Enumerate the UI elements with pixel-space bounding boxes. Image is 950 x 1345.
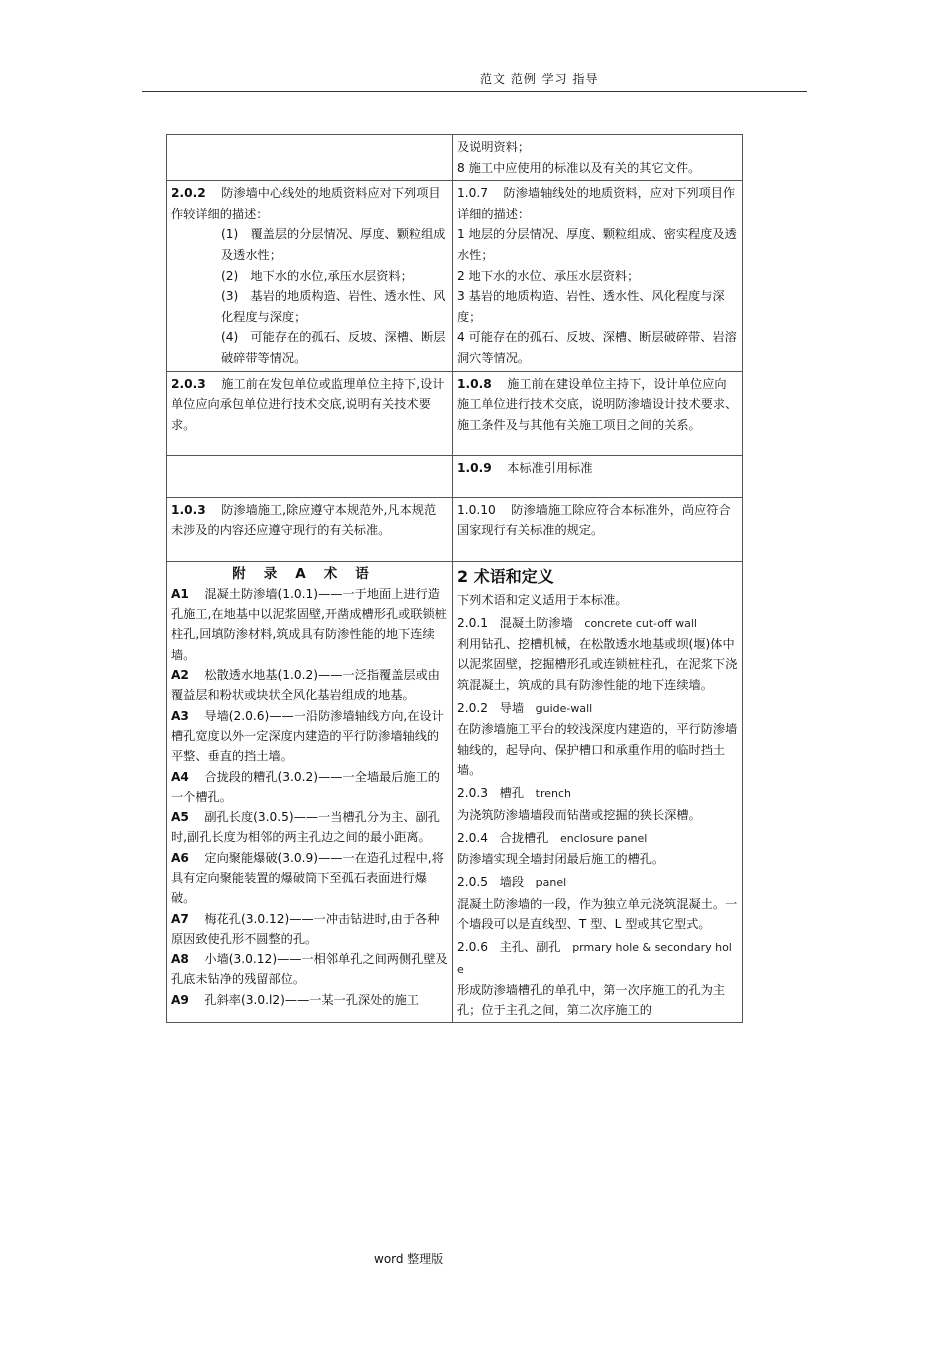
term-text: 混凝土防渗墙(1.0.1)——一于地面上进行造孔施工,在地基中以泥浆固壁,开凿成槽形孔或联锁桩柱孔,回填防渗材料,筑成具有防渗性能的地下连续墙。 — [171, 586, 447, 662]
cell-text: 3 基岩的地质构造、岩性、透水性、风化程度与深度； — [457, 289, 725, 324]
cell-text: 施工前在建设单位主持下，设计单位应向施工单位进行技术交底，说明防渗墙设计技术要求、施工条件及与其他有关施工项目之间的关系。 — [457, 376, 738, 432]
page-footer: word 整理版 — [374, 1252, 444, 1266]
cell-text: 2 地下水的水位、承压水层资料； — [457, 268, 640, 283]
term-english: enclosure panel — [560, 831, 648, 845]
term-text: 副孔长度(3.0.5)——一当槽孔分为主、副孔时,副孔长度为相邻的两主孔边之间的最小距离。 — [171, 810, 440, 845]
term-text: 合拢段的糟孔(3.0.2)——一全墙最后施工的一个槽孔。 — [171, 769, 440, 804]
term-text: 形成防渗墙槽孔的单孔中，第一次序施工的孔为主孔；位于主孔之间，第二次序施工的 — [457, 982, 726, 1018]
clause-number: 2.0.2 — [171, 186, 206, 201]
header-rule — [142, 91, 807, 92]
term-name: 墙段 — [499, 875, 525, 890]
cell-text: 防渗墙轴线处的地质资料，应对下列项目作详细的描述： — [457, 186, 736, 221]
term-id: A6 — [171, 850, 189, 865]
term-id: A8 — [171, 952, 189, 967]
term-id: 2.0.3 — [457, 786, 489, 801]
table-cell-right — [453, 497, 743, 561]
table-cell-left — [167, 371, 453, 455]
cell-text: 防渗墙中心线处的地质资料应对下列项目作较详细的描述： — [171, 186, 441, 221]
cell-text: (4) 可能存在的孤石、反坡、深槽、断层破碎带等情况。 — [221, 330, 446, 365]
cell-text: 防渗墙施工,除应遵守本规范外,凡本规范未涉及的内容还应遵守现行的有关标准。 — [171, 502, 437, 538]
term-text: 利用钻孔、挖槽机械，在松散透水地基或坝(堰)体中以泥浆固壁，挖掘槽形孔或连锁桩柱孔，在泥浆下浇筑混凝土，筑成的具有防渗性能的地下连续墙。 — [457, 637, 738, 692]
table-row — [167, 181, 743, 371]
term-text: 防渗墙实现全墙封闭最后施工的槽孔。 — [457, 852, 665, 867]
table-cell-left — [167, 497, 453, 561]
term-text: 导墙(2.0.6)——一沿防渗墙轴线方向,在设计槽孔宽度以外一定深度内建造的平行防渗墙轴线的平整、垂直的挡土墙。 — [171, 708, 444, 764]
clause-number: 1.0.9 — [457, 460, 492, 475]
section-title: 2 术语和定义 — [457, 566, 554, 586]
table-cell-right — [453, 561, 743, 1023]
term-id: 2.0.5 — [457, 875, 489, 890]
term-text: 松散透水地基(1.0.2)——一泛指覆盖层或由覆益层和粉状或块状全风化基岩组成的地基。 — [171, 668, 440, 703]
table-cell-right — [453, 181, 743, 371]
term-text: 为浇筑防渗墙墙段而钻凿或挖掘的狭长深槽。 — [457, 807, 701, 822]
cell-text: (3) 基岩的地质构造、岩性、透水性、风化程度与深度； — [221, 289, 446, 324]
term-text: 小墙(3.0.12)——一相邻单孔之间两侧孔壁及孔底未钻净的残留部位。 — [171, 952, 448, 987]
term-id: A4 — [171, 769, 189, 784]
table-row — [167, 135, 743, 181]
appendix-title: 附录A术语 — [232, 565, 387, 582]
clause-number: 1.0.7 — [457, 186, 489, 201]
term-id: 2.0.1 — [457, 615, 489, 630]
term-id: A2 — [171, 668, 189, 683]
table-cell-left — [167, 455, 453, 497]
term-id: A1 — [171, 586, 189, 601]
cell-text: 施工前在发包单位或监理单位主持下,设计单位应向承包单位进行技术交底,说明有关技术要求。 — [171, 376, 445, 432]
term-english: prmary hole & secondary hole — [457, 941, 732, 976]
table-cell-right — [453, 371, 743, 455]
cell-text: (1) 覆盖层的分层情况、厚度、颗粒组成及透水性； — [221, 227, 446, 262]
section-intro: 下列术语和定义适用于本标准。 — [457, 592, 628, 607]
clause-number: 1.0.3 — [171, 502, 206, 517]
term-name: 主孔、副孔 — [499, 940, 561, 955]
page-header — [0, 70, 950, 92]
cell-text: 本标准引用标准 — [507, 460, 593, 475]
table-cell-right — [453, 135, 743, 181]
cell-text: (2) 地下水的水位,承压水层资料； — [221, 268, 413, 283]
term-english: concrete cut-off wall — [584, 616, 697, 630]
term-name: 混凝土防渗墙 — [499, 615, 573, 630]
term-name: 合拢槽孔 — [499, 830, 549, 845]
term-id: A7 — [171, 911, 189, 926]
cell-text: 4 可能存在的孤石、反坡、深槽、断层破碎带、岩溶洞穴等情况。 — [457, 330, 737, 365]
term-text: 梅花孔(3.0.12)——一冲击钻进时,由于各种原因致使孔形不圆整的孔。 — [171, 911, 440, 946]
table-row — [167, 561, 743, 1023]
table-cell-left — [167, 135, 453, 181]
comparison-table — [166, 134, 743, 1023]
cell-text: 及说明资料； — [457, 140, 531, 154]
term-id: A3 — [171, 708, 189, 723]
clause-number: 1.0.8 — [457, 376, 492, 391]
table-row — [167, 455, 743, 497]
term-id: 2.0.4 — [457, 830, 489, 845]
clause-number: 1.0.10 — [457, 502, 496, 517]
term-english: trench — [535, 787, 571, 801]
term-english: guide-wall — [535, 702, 593, 716]
term-text: 定向聚能爆破(3.0.9)——一在造孔过程中,将具有定向聚能装置的爆破筒下至孤石表面进行爆破。 — [171, 850, 444, 906]
cell-text: 1 地层的分层情况、厚度、颗粒组成、密实程度及透水性； — [457, 227, 737, 262]
term-text: 孔斜率(3.0.l2)——一某一孔深处的施工 — [204, 992, 419, 1007]
table-row — [167, 371, 743, 455]
cell-text: 防渗墙施工除应符合本标准外，尚应符合国家现行有关标准的规定。 — [457, 502, 731, 538]
table-cell-left — [167, 561, 453, 1023]
cell-text: 8 施工中应使用的标准以及有关的其它文件。 — [457, 160, 701, 175]
term-name: 导墙 — [499, 701, 525, 716]
term-name: 槽孔 — [499, 786, 525, 801]
term-id: 2.0.2 — [457, 701, 489, 716]
term-id: A5 — [171, 810, 189, 825]
table-cell-left — [167, 181, 453, 371]
header-text: 范文 范例 学习 指导 — [480, 72, 599, 86]
term-english: panel — [535, 876, 567, 890]
term-text: 混凝土防渗墙的一段，作为独立单元浇筑混凝土。一个墙段可以是直线型、T 型、L 型或其它型式。 — [457, 896, 738, 931]
term-id: 2.0.6 — [457, 940, 489, 955]
clause-number: 2.0.3 — [171, 376, 206, 391]
table-cell-right — [453, 455, 743, 497]
term-id: A9 — [171, 992, 189, 1007]
term-text: 在防渗墙施工平台的较浅深度内建造的，平行防渗墙轴线的，起导向、保护槽口和承重作用的临时挡土墙。 — [457, 722, 738, 777]
table-row — [167, 497, 743, 561]
